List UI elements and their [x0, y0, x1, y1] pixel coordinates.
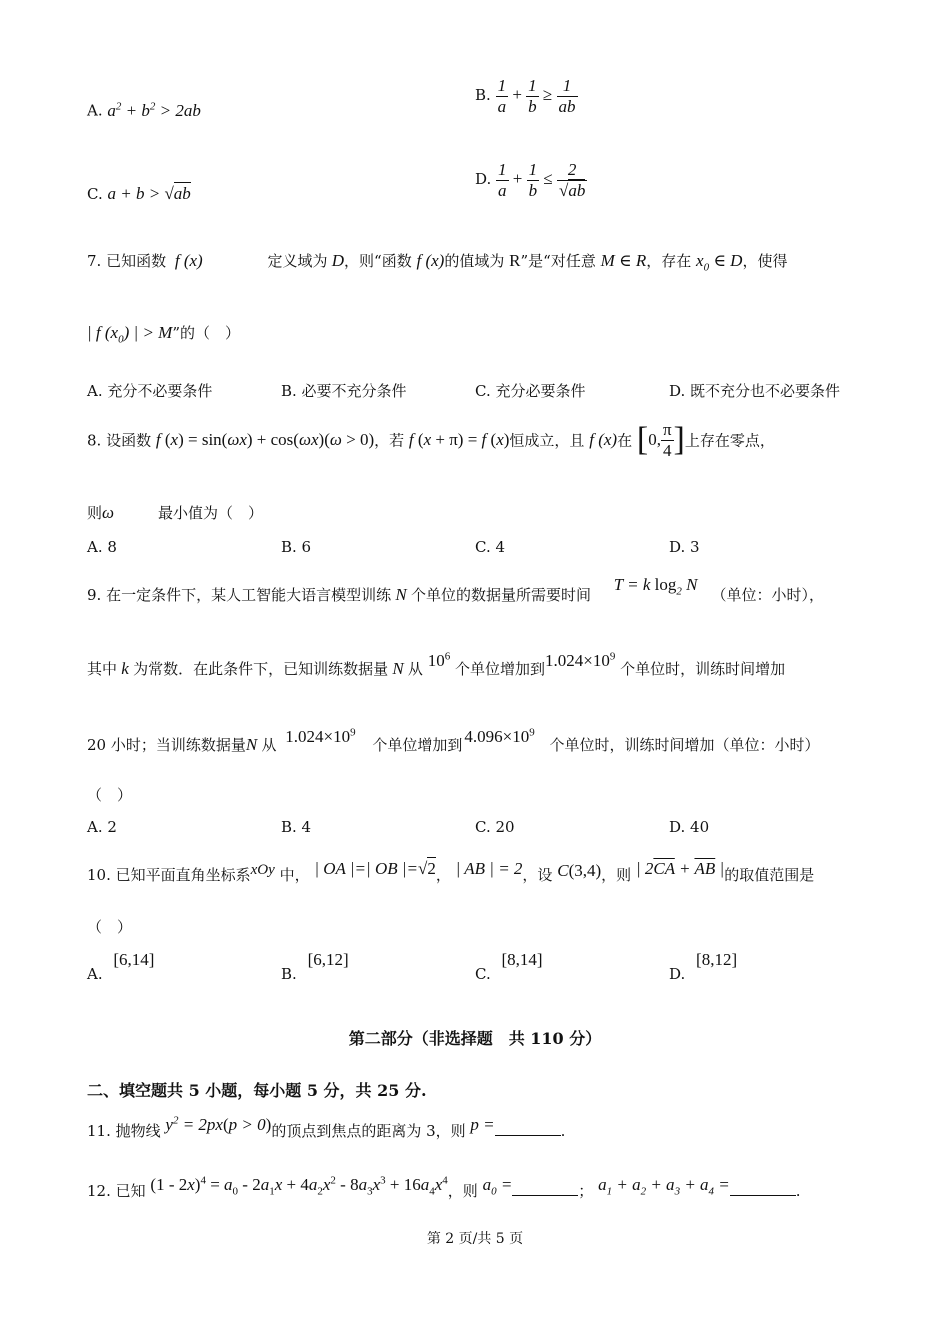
option-label: D. — [475, 170, 492, 189]
formula: $a^2 + b^2 > 2ab$ — [107, 100, 201, 120]
q12-line: 12. 已知 $(1 - 2x)^4 = a_0 - 2a_1x + 4a_2x^2 - 8a_3x^3 + 16a_4x^4$，则 $a_0$ = ； $a_1 + a_2 + a_3 + a_4$ = . — [87, 1174, 801, 1200]
q7-line2: | f $(x_0)$ | > M”的（ ） — [87, 323, 240, 346]
q8-option-d: D. 3 — [669, 538, 700, 556]
q10-option-c: C. [8,14] — [475, 950, 543, 983]
q9-option-a: A. 2 — [87, 818, 117, 836]
q10-option-b: B. [6,12] — [281, 950, 349, 983]
formula: a + b > √ab — [107, 184, 191, 203]
q7-option-b: B. 必要不充分条件 — [281, 382, 407, 400]
answer-blank[interactable] — [512, 1181, 578, 1196]
q9-line2: 其中 k 为常数．在此条件下，已知训练数据量 N 从 $10^6$ 个单位增加到$1.024\times 10^9$ 个单位时，训练时间增加 — [87, 650, 786, 678]
q8-option-b: B. 6 — [281, 538, 312, 556]
q7-option-c: C. 充分必要条件 — [475, 382, 586, 400]
q8-line1: 8. 设函数 f (x) = sin(ωx) + cos(ωx)(ω > 0)，若 f (x + π) = f (x)恒成立，且 f (x)在 [0, $\frac{\pi}{4}$ ]上存在零点， — [87, 420, 775, 460]
section2-title: 二、填空题共 5 小题，每小题 5 分，共 25 分. — [87, 1081, 427, 1100]
option-label: A. — [87, 101, 103, 120]
q10-line2: （ ） — [87, 918, 133, 936]
q9-option-d: D. 40 — [669, 818, 710, 836]
q9-option-b: B. 4 — [281, 818, 312, 836]
q7-option-a: A. 充分不必要条件 — [87, 382, 213, 400]
answer-blank[interactable] — [730, 1181, 796, 1196]
q7-option-d: D. 既不充分也不必要条件 — [669, 382, 841, 400]
q10-line1: 10. 已知平面直角坐标系xOy 中， | OA |=| OB |=√2， | AB | = 2，设 C(3,4)，则 | $2\overline{CA} + \overline{AB}$ |的取值范围是 — [87, 859, 815, 884]
q9-line1: 9. 在一定条件下，某人工智能大语言模型训练 N 个单位的数据量所需要时间 T = k $\log_2 N$（单位：小时）， — [87, 575, 824, 604]
q6-option-a — [87, 100, 201, 121]
q8-line2: 则ω 最小值为（ ） — [87, 503, 264, 522]
q9-line3: 20 小时；当训练数据量N 从 $1.024\times 10^9$ 个单位增加到 $4.096\times 10^9$ 个单位时，训练时间增加（单位：小时） — [87, 726, 820, 754]
q8-option-a: A. 8 — [87, 538, 117, 556]
q9-option-c: C. 20 — [475, 818, 515, 836]
option-label: B. — [475, 86, 491, 105]
q7-line1: 7. 已知函数 f (x) 定义域为 D，则“函数 f (x)的值域为 R”是“对任意 M ∈ R，存在 $x_0$ ∈ D，使得 — [87, 251, 788, 274]
q9-line4: （ ） — [87, 786, 133, 804]
q10-option-a: A. [6,14] — [87, 950, 155, 983]
answer-blank[interactable] — [495, 1121, 561, 1136]
option-label: C. — [87, 185, 103, 203]
q6-option-c — [87, 184, 191, 204]
q11-line: 11. 抛物线 $y^2 = 2px(p > 0)$的顶点到焦点的距离为 3，则 p = . — [87, 1114, 566, 1140]
q6-option-b: B. $\frac{1}{a}$ + $\frac{1}{b}$ ≥ $\frac{1}{ab}$ — [475, 76, 576, 116]
q8-option-c: C. 4 — [475, 538, 506, 556]
page-footer: 第 2 页/共 5 页 — [426, 1231, 524, 1247]
q10-option-d: D. [8,12] — [669, 950, 738, 983]
part2-title: 第二部分（非选择题 共 110 分） — [348, 1029, 602, 1048]
q6-option-d: D. $\frac{1}{a}$ + $\frac{1}{b}$ ≤ $\frac{2}{√ab}$ — [475, 160, 586, 200]
